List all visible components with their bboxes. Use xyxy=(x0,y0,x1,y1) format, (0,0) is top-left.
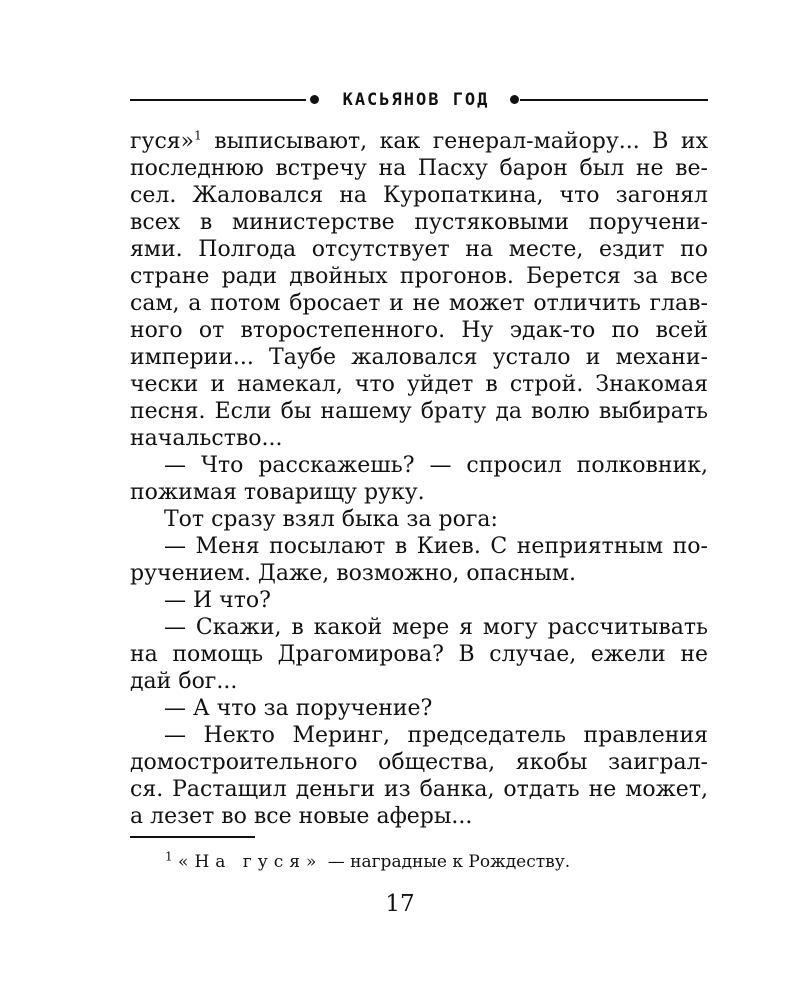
text-line: ями. Полгода отсутствует на месте, ездит по xyxy=(130,237,708,262)
text-line: начальство... xyxy=(130,426,283,451)
header-rule-right xyxy=(520,99,708,101)
text-line: стране ради двойных прогонов. Берется за все xyxy=(130,264,708,289)
footnote-marker: 1 xyxy=(165,849,173,864)
text-line: домостроительного общества, якобы заиграл- xyxy=(130,750,708,775)
text-line: дай бог... xyxy=(130,669,238,694)
footnote-separator xyxy=(130,836,255,838)
text-line: империи... Таубе жаловался устало и механи- xyxy=(130,345,708,370)
text-line: — Что расскажешь? — спросил полковник, xyxy=(164,453,708,478)
body-text xyxy=(130,128,708,830)
text-line: сел. Жаловался на Куропаткина, что загонял xyxy=(130,183,708,208)
footnote-reference: 1 xyxy=(194,128,202,143)
text-line: чески и намекал, что уйдет в строй. Знакомая xyxy=(130,372,708,397)
running-header xyxy=(130,88,708,112)
header-rule-left xyxy=(130,99,306,101)
text-line: — Некто Меринг, председатель правления xyxy=(164,723,708,748)
text-line: песня. Если бы нашему брату да волю выбирать xyxy=(130,399,708,424)
text-line: гуся»$^1$ выписывают, как генерал-майору... В их xyxy=(130,128,708,154)
text-line: ся. Растащил деньги из банка, отдать не может, xyxy=(130,777,708,802)
text-line: последнюю встречу на Пасху барон был не ве- xyxy=(130,156,708,181)
text-line: — А что за поручение? xyxy=(164,696,433,721)
text-line: на помощь Драгомирова? В случае, ежели не xyxy=(130,642,708,667)
text-line: а лезет во все новые аферы... xyxy=(130,804,473,829)
text-line: — И что? xyxy=(164,588,271,613)
page-number: 17 xyxy=(385,891,415,917)
text-line: всех в министерстве пустяковыми поручени- xyxy=(130,210,708,235)
footnote xyxy=(165,850,705,874)
text-line: сам, а потом бросает и не может отличить глав- xyxy=(130,291,708,316)
text-line: — Меня посылают в Киев. С неприятным по- xyxy=(164,534,708,559)
text-line: пожимая товарищу руку. xyxy=(130,480,425,505)
footnote-text: — наградные к Рождеству. xyxy=(327,852,571,872)
text-line: ручением. Даже, возможно, опасным. xyxy=(130,561,577,586)
header-bullet-right xyxy=(510,95,519,104)
text-line: ного от второстепенного. Ну эдак-то по всей xyxy=(130,318,708,343)
header-bullet-left xyxy=(310,95,319,104)
running-title: КАСЬЯНОВ ГОД xyxy=(342,90,490,110)
text-line: Тот сразу взял быка за рога: xyxy=(164,507,498,532)
footnote-term: «На гуся» xyxy=(178,852,323,872)
text-line: — Скажи, в какой мере я могу рассчитывать xyxy=(164,615,708,640)
